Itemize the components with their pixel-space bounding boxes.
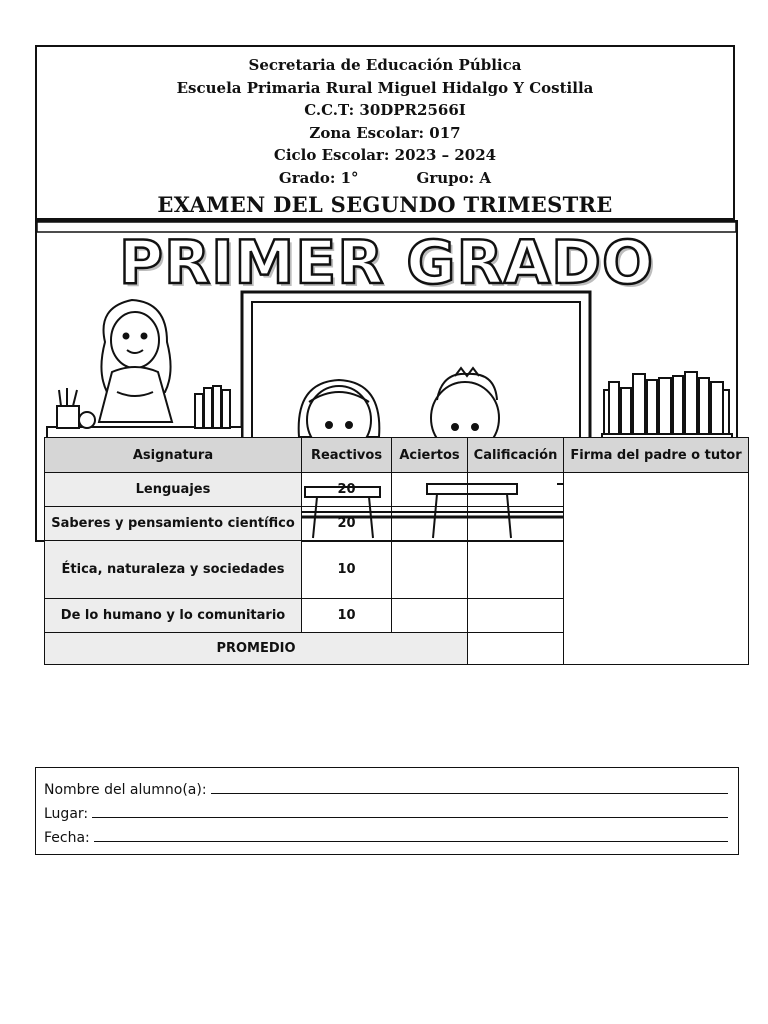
reactivos-cell: 20 xyxy=(302,507,392,541)
header-reactivos: Reactivos xyxy=(302,438,392,473)
exam-header xyxy=(35,45,735,220)
aciertos-cell[interactable] xyxy=(392,541,468,599)
header-line-school: Escuela Primaria Rural Miguel Hidalgo Y Costilla xyxy=(176,78,594,97)
calificacion-cell[interactable] xyxy=(468,507,564,541)
calificacion-cell[interactable] xyxy=(468,541,564,599)
group-label: Grupo: A xyxy=(416,168,492,187)
place-row xyxy=(44,798,728,822)
student-info-box xyxy=(35,767,739,855)
student-name-label: Nombre del alumno(a): xyxy=(44,782,207,798)
subject-cell: De lo humano y lo comunitario xyxy=(45,599,302,633)
header-line-grade-group xyxy=(37,167,733,190)
calificacion-cell[interactable] xyxy=(468,473,564,507)
header-line-cct: C.C.T: 30DPR2566I xyxy=(304,101,466,119)
aciertos-cell[interactable] xyxy=(392,473,468,507)
header-line-secretaria: Secretaria de Educación Pública xyxy=(248,56,522,74)
reactivos-cell: 10 xyxy=(302,599,392,633)
header-subject: Asignatura xyxy=(45,438,302,473)
table-header-row xyxy=(45,438,749,473)
teacher-figure xyxy=(99,300,172,422)
signature-cell[interactable] xyxy=(564,473,749,665)
subject-cell: Saberes y pensamiento científico xyxy=(45,507,302,541)
grade-label: Grado: 1° xyxy=(278,168,359,187)
aciertos-cell[interactable] xyxy=(392,507,468,541)
place-label: Lugar: xyxy=(44,806,89,822)
table-row xyxy=(45,473,749,507)
promedio-label: PROMEDIO xyxy=(45,633,468,665)
header-line-cycle: Ciclo Escolar: 2023 – 2024 xyxy=(273,146,497,164)
date-row xyxy=(44,822,728,846)
header-line-zone: Zona Escolar: 017 xyxy=(309,123,461,142)
header-calificacion: Calificación xyxy=(468,438,564,473)
grade-banner: PRIMER GRADO xyxy=(119,228,654,298)
exam-title: EXAMEN DEL SEGUNDO TRIMESTRE xyxy=(157,192,613,217)
header-aciertos: Aciertos xyxy=(392,438,468,473)
subject-cell: Lenguajes xyxy=(45,473,302,507)
reactivos-cell: 10 xyxy=(302,541,392,599)
student-name-row xyxy=(44,774,728,798)
reactivos-cell: 20 xyxy=(302,473,392,507)
aciertos-cell[interactable] xyxy=(392,599,468,633)
place-line[interactable] xyxy=(92,817,728,818)
header-signature: Firma del padre o tutor xyxy=(564,438,749,473)
date-line[interactable] xyxy=(94,841,728,842)
subject-cell: Ética, naturaleza y sociedades xyxy=(45,541,302,599)
grades-table xyxy=(44,437,749,665)
calificacion-cell[interactable] xyxy=(468,599,564,633)
promedio-cell[interactable] xyxy=(468,633,564,665)
date-label: Fecha: xyxy=(44,830,90,846)
student-name-line[interactable] xyxy=(211,793,728,794)
